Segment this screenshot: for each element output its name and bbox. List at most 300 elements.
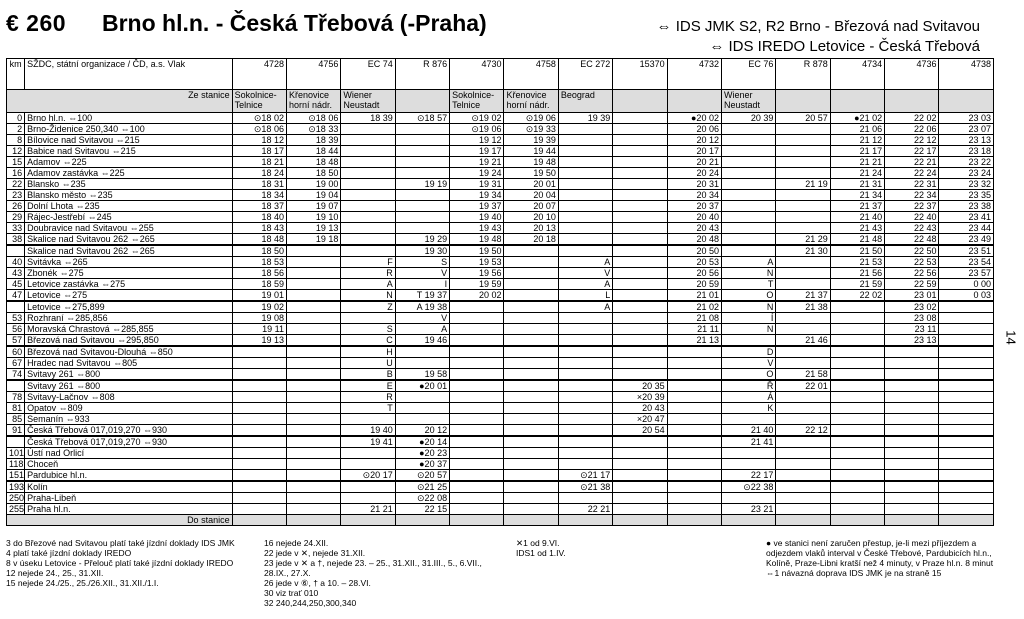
time-cell: 22 24 <box>885 168 939 179</box>
time-cell: A 19 38 <box>395 301 449 313</box>
time-cell <box>885 403 939 414</box>
station-cell: Praha-Libeň <box>25 493 232 504</box>
dest-station <box>395 515 449 526</box>
time-cell <box>450 313 504 324</box>
time-cell: S <box>341 324 395 335</box>
time-cell: ⊙19 02 <box>450 113 504 124</box>
km-cell <box>7 380 25 392</box>
time-cell: 23 13 <box>939 135 994 146</box>
time-cell: 22 40 <box>885 212 939 223</box>
time-cell: A <box>558 279 612 290</box>
time-cell: 23 07 <box>939 124 994 135</box>
time-cell <box>286 493 340 504</box>
km-cell: 56 <box>7 324 25 335</box>
time-cell <box>286 380 340 392</box>
km-cell: 23 <box>7 190 25 201</box>
time-cell <box>504 358 558 369</box>
station-cell: Rájec-Jestřebí ⇔245 <box>25 212 232 223</box>
table-row <box>7 313 994 324</box>
time-cell: 21 30 <box>776 245 830 257</box>
time-cell: 23 35 <box>939 190 994 201</box>
time-cell: 21 21 <box>830 157 884 168</box>
time-cell: 19 34 <box>450 190 504 201</box>
time-cell <box>232 470 286 482</box>
time-cell <box>504 481 558 493</box>
dest-station <box>721 515 775 526</box>
time-cell <box>885 369 939 381</box>
time-cell: 22 21 <box>885 157 939 168</box>
time-cell <box>504 245 558 257</box>
time-cell <box>939 414 994 425</box>
time-cell <box>667 403 721 414</box>
time-cell: 22 43 <box>885 223 939 234</box>
time-cell: 23 32 <box>939 179 994 190</box>
time-cell: 19 01 <box>232 290 286 302</box>
time-cell: 23 18 <box>939 146 994 157</box>
time-cell <box>558 223 612 234</box>
time-cell: 19 00 <box>286 179 340 190</box>
km-cell: 118 <box>7 459 25 470</box>
time-cell <box>504 470 558 482</box>
time-cell <box>830 346 884 358</box>
from-station: Wiener Neustadt <box>721 90 775 113</box>
time-cell: 22 01 <box>776 380 830 392</box>
station-cell: Březová nad Svitavou-Dlouhá ⇔850 <box>25 346 232 358</box>
time-cell: 20 24 <box>667 168 721 179</box>
time-cell: S <box>395 257 449 268</box>
time-cell <box>504 436 558 448</box>
time-cell: 18 37 <box>232 201 286 212</box>
time-cell <box>232 380 286 392</box>
time-cell <box>341 234 395 246</box>
time-cell <box>232 504 286 515</box>
from-station <box>939 90 994 113</box>
time-cell: ×20 39 <box>613 392 667 403</box>
time-cell <box>721 179 775 190</box>
time-cell <box>341 157 395 168</box>
time-cell <box>341 245 395 257</box>
time-cell <box>721 459 775 470</box>
train-number: 4734 <box>830 59 884 90</box>
time-cell: 23 41 <box>939 212 994 223</box>
km-cell: 151 <box>7 470 25 482</box>
table-row <box>7 135 994 146</box>
time-cell: 0 00 <box>939 279 994 290</box>
time-cell: 20 34 <box>667 190 721 201</box>
time-cell: 21 08 <box>667 313 721 324</box>
time-cell: 23 08 <box>885 313 939 324</box>
time-cell <box>395 201 449 212</box>
time-cell <box>286 313 340 324</box>
train-number: EC 76 <box>721 59 775 90</box>
km-cell <box>7 301 25 313</box>
time-cell: 20 54 <box>613 425 667 437</box>
train-number: 4736 <box>885 59 939 90</box>
dest-station <box>939 515 994 526</box>
time-cell: 19 39 <box>558 113 612 124</box>
km-cell: 193 <box>7 481 25 493</box>
time-cell: 19 31 <box>450 179 504 190</box>
station-cell: Brno-Židenice 250,340 ⇔100 <box>25 124 232 135</box>
time-cell <box>504 369 558 381</box>
time-cell: 18 43 <box>232 223 286 234</box>
time-cell <box>450 504 504 515</box>
time-cell: 19 21 <box>450 157 504 168</box>
station-cell: Adamov ⇔225 <box>25 157 232 168</box>
time-cell <box>667 425 721 437</box>
time-cell <box>286 346 340 358</box>
time-cell: 18 48 <box>232 234 286 246</box>
time-cell: N <box>341 290 395 302</box>
time-cell <box>830 425 884 437</box>
time-cell <box>558 448 612 459</box>
time-cell <box>830 380 884 392</box>
time-cell <box>504 290 558 302</box>
time-cell <box>885 504 939 515</box>
time-cell: ●21 02 <box>830 113 884 124</box>
ids-info-line-1: ⇔ IDS JMK S2, R2 Brno - Březová nad Svitavou <box>656 18 980 35</box>
time-cell <box>721 448 775 459</box>
footnote: ⇔1 návazná doprava IDS JMK je na straně 15 <box>766 568 942 578</box>
from-station: Wiener Neustadt <box>341 90 395 113</box>
time-cell <box>613 257 667 268</box>
table-row <box>7 324 994 335</box>
time-cell <box>939 392 994 403</box>
time-cell <box>286 335 340 347</box>
km-cell: 2 <box>7 124 25 135</box>
table-row <box>7 223 994 234</box>
time-cell <box>885 448 939 459</box>
train-number: 4738 <box>939 59 994 90</box>
time-cell <box>667 436 721 448</box>
footnote: IDS1 od 1.IV. <box>516 548 566 558</box>
time-cell <box>286 470 340 482</box>
time-cell: 22 56 <box>885 268 939 279</box>
time-cell <box>721 168 775 179</box>
dest-label: Do stanice <box>7 515 233 526</box>
km-cell: 47 <box>7 290 25 302</box>
time-cell <box>558 369 612 381</box>
time-cell <box>721 190 775 201</box>
time-cell: 18 44 <box>286 146 340 157</box>
time-cell: 21 24 <box>830 168 884 179</box>
time-cell: 23 51 <box>939 245 994 257</box>
time-cell <box>776 146 830 157</box>
time-cell <box>939 301 994 313</box>
time-cell: R <box>341 392 395 403</box>
time-cell <box>286 324 340 335</box>
time-cell <box>830 470 884 482</box>
time-cell: 19 13 <box>286 223 340 234</box>
time-cell <box>341 459 395 470</box>
station-cell: Blansko město ⇔235 <box>25 190 232 201</box>
time-cell: 19 11 <box>232 324 286 335</box>
time-cell <box>885 436 939 448</box>
time-cell: E <box>341 380 395 392</box>
time-cell: 23 44 <box>939 223 994 234</box>
time-cell <box>504 459 558 470</box>
time-cell <box>558 313 612 324</box>
time-cell <box>721 201 775 212</box>
time-cell: ⊙20 57 <box>395 470 449 482</box>
time-cell <box>286 301 340 313</box>
time-cell <box>504 448 558 459</box>
footnote: 15 nejede 24./25., 25./26.XII., 31.XII./1.I. <box>6 578 159 588</box>
time-cell: 20 12 <box>667 135 721 146</box>
time-cell: 23 03 <box>939 113 994 124</box>
time-cell <box>450 425 504 437</box>
time-cell <box>776 436 830 448</box>
time-cell <box>776 124 830 135</box>
km-cell: 60 <box>7 346 25 358</box>
from-station <box>667 90 721 113</box>
route-number: € 260 <box>6 10 67 36</box>
table-row <box>7 124 994 135</box>
time-cell <box>286 358 340 369</box>
time-cell <box>939 481 994 493</box>
footnote: 30 viz trať 010 <box>264 588 319 598</box>
time-cell: 22 31 <box>885 179 939 190</box>
time-cell: 20 06 <box>667 124 721 135</box>
time-cell: ⊙18 33 <box>286 124 340 135</box>
km-cell: 91 <box>7 425 25 437</box>
time-cell: N <box>721 301 775 313</box>
station-cell: Blansko ⇔235 <box>25 179 232 190</box>
time-cell: N <box>721 324 775 335</box>
time-cell <box>721 234 775 246</box>
time-cell <box>232 448 286 459</box>
km-cell: 101 <box>7 448 25 459</box>
time-cell <box>450 403 504 414</box>
station-cell: Česká Třebová 017,019,270 ⇔930 <box>25 436 232 448</box>
time-cell: ●20 14 <box>395 436 449 448</box>
time-cell <box>667 504 721 515</box>
time-cell <box>286 257 340 268</box>
time-cell: 20 53 <box>667 257 721 268</box>
time-cell <box>504 425 558 437</box>
dest-station <box>232 515 286 526</box>
time-cell <box>939 380 994 392</box>
time-cell <box>885 380 939 392</box>
table-row <box>7 481 994 493</box>
time-cell <box>232 481 286 493</box>
time-cell: 22 02 <box>885 113 939 124</box>
time-cell <box>341 124 395 135</box>
time-cell: 20 04 <box>504 190 558 201</box>
time-cell <box>776 414 830 425</box>
time-cell <box>939 403 994 414</box>
time-cell <box>395 392 449 403</box>
time-cell: ●20 02 <box>667 113 721 124</box>
time-cell <box>776 313 830 324</box>
time-cell <box>613 493 667 504</box>
station-cell: Hradec nad Svitavou ⇔805 <box>25 358 232 369</box>
time-cell <box>667 459 721 470</box>
time-cell <box>613 223 667 234</box>
train-number: R 878 <box>776 59 830 90</box>
time-cell <box>613 201 667 212</box>
time-cell <box>504 380 558 392</box>
time-cell <box>341 223 395 234</box>
time-cell: 21 40 <box>721 425 775 437</box>
time-cell <box>667 369 721 381</box>
footnote: 12 nejede 24., 25., 31.XII. <box>6 568 104 578</box>
footnote: 8 v úseku Letovice - Přelouč platí také jízdní doklady IREDO <box>6 558 234 568</box>
time-cell <box>286 268 340 279</box>
time-cell <box>830 358 884 369</box>
footnote: 3 do Březové nad Svitavou platí také jízdní doklady IDS JMK <box>6 538 235 548</box>
time-cell <box>341 168 395 179</box>
time-cell: T <box>721 279 775 290</box>
footnote: 26 jede v ⑥, † a 10. – 28.VI. <box>264 578 371 588</box>
dest-station <box>667 515 721 526</box>
time-cell <box>939 324 994 335</box>
time-cell: 23 11 <box>885 324 939 335</box>
km-cell: 0 <box>7 113 25 124</box>
time-cell <box>286 245 340 257</box>
time-cell <box>558 358 612 369</box>
km-cell: 16 <box>7 168 25 179</box>
time-cell: B <box>341 369 395 381</box>
time-cell: K <box>721 403 775 414</box>
time-cell <box>558 146 612 157</box>
table-row <box>7 403 994 414</box>
time-cell <box>830 335 884 347</box>
time-cell: Z <box>341 301 395 313</box>
time-cell <box>776 481 830 493</box>
time-cell <box>450 346 504 358</box>
time-cell: 19 04 <box>286 190 340 201</box>
time-cell <box>504 268 558 279</box>
timetable <box>6 58 994 526</box>
time-cell <box>558 245 612 257</box>
time-cell <box>232 425 286 437</box>
time-cell <box>613 157 667 168</box>
time-cell: ⊙19 33 <box>504 124 558 135</box>
table-row <box>7 290 994 302</box>
time-cell: 21 34 <box>830 190 884 201</box>
page-header <box>0 0 1024 58</box>
footnotes-col-1 <box>6 538 246 588</box>
station-cell: Letovice zastávka ⇔275 <box>25 279 232 290</box>
time-cell <box>504 346 558 358</box>
time-cell <box>504 335 558 347</box>
time-cell <box>721 493 775 504</box>
time-cell <box>558 346 612 358</box>
time-cell <box>613 234 667 246</box>
time-cell <box>395 414 449 425</box>
time-cell <box>504 414 558 425</box>
time-cell: 18 53 <box>232 257 286 268</box>
time-cell <box>450 301 504 313</box>
station-cell: Ústí nad Orlicí <box>25 448 232 459</box>
table-row <box>7 146 994 157</box>
time-cell: 21 21 <box>341 504 395 515</box>
time-cell <box>613 124 667 135</box>
time-cell: R <box>341 268 395 279</box>
time-cell <box>613 212 667 223</box>
time-cell: 21 48 <box>830 234 884 246</box>
time-cell <box>721 414 775 425</box>
time-cell: 22 06 <box>885 124 939 135</box>
footnote: 23 jede v ✕ a †, nejede 23. – 25., 31.XII., 31.III., 5., 6.VII., 28.IX., 27.X. <box>264 558 482 578</box>
time-cell <box>450 369 504 381</box>
time-cell: H <box>341 346 395 358</box>
footnotes-col-2 <box>264 538 504 608</box>
time-cell <box>395 403 449 414</box>
table-row <box>7 448 994 459</box>
station-cell: Dolní Lhota ⇔235 <box>25 201 232 212</box>
time-cell: V <box>558 268 612 279</box>
time-cell: 23 21 <box>721 504 775 515</box>
time-cell: 20 13 <box>504 223 558 234</box>
time-cell <box>558 324 612 335</box>
time-cell: 18 59 <box>232 279 286 290</box>
time-cell: A <box>721 257 775 268</box>
time-cell <box>830 448 884 459</box>
time-cell: 23 54 <box>939 257 994 268</box>
time-cell: 21 01 <box>667 290 721 302</box>
station-cell: Svitavy 261 ⇔800 <box>25 380 232 392</box>
station-cell: Opatov ⇔809 <box>25 403 232 414</box>
time-cell <box>939 346 994 358</box>
time-cell <box>232 493 286 504</box>
time-cell <box>558 157 612 168</box>
time-cell: 19 43 <box>450 223 504 234</box>
footnote: 16 nejede 24.XII. <box>264 538 329 548</box>
time-cell <box>830 324 884 335</box>
time-cell <box>286 392 340 403</box>
time-cell <box>450 470 504 482</box>
station-cell: Moravská Chrastová ⇔285,855 <box>25 324 232 335</box>
time-cell <box>885 392 939 403</box>
from-station <box>613 90 667 113</box>
time-cell <box>558 124 612 135</box>
time-cell <box>939 313 994 324</box>
table-row <box>7 257 994 268</box>
time-cell <box>830 481 884 493</box>
time-cell: 20 10 <box>504 212 558 223</box>
time-cell: 20 18 <box>504 234 558 246</box>
ids-info-line-2: ⇔ IDS IREDO Letovice - Česká Třebová <box>709 38 980 55</box>
km-cell: 38 <box>7 234 25 246</box>
time-cell: 20 21 <box>667 157 721 168</box>
time-cell <box>558 403 612 414</box>
time-cell: O <box>721 369 775 381</box>
time-cell: 19 40 <box>341 425 395 437</box>
time-cell <box>885 470 939 482</box>
time-cell <box>613 113 667 124</box>
time-cell: N <box>721 268 775 279</box>
km-cell: 53 <box>7 313 25 324</box>
time-cell <box>558 201 612 212</box>
table-row <box>7 335 994 347</box>
time-cell <box>395 157 449 168</box>
time-cell <box>776 201 830 212</box>
time-cell <box>613 358 667 369</box>
time-cell <box>558 392 612 403</box>
time-cell: 21 56 <box>830 268 884 279</box>
time-cell: 21 53 <box>830 257 884 268</box>
time-cell <box>613 245 667 257</box>
time-cell: 19 29 <box>395 234 449 246</box>
time-cell: ⊙21 25 <box>395 481 449 493</box>
km-cell: 255 <box>7 504 25 515</box>
time-cell: 19 17 <box>450 146 504 157</box>
time-cell: 22 48 <box>885 234 939 246</box>
time-cell <box>558 190 612 201</box>
time-cell <box>504 504 558 515</box>
